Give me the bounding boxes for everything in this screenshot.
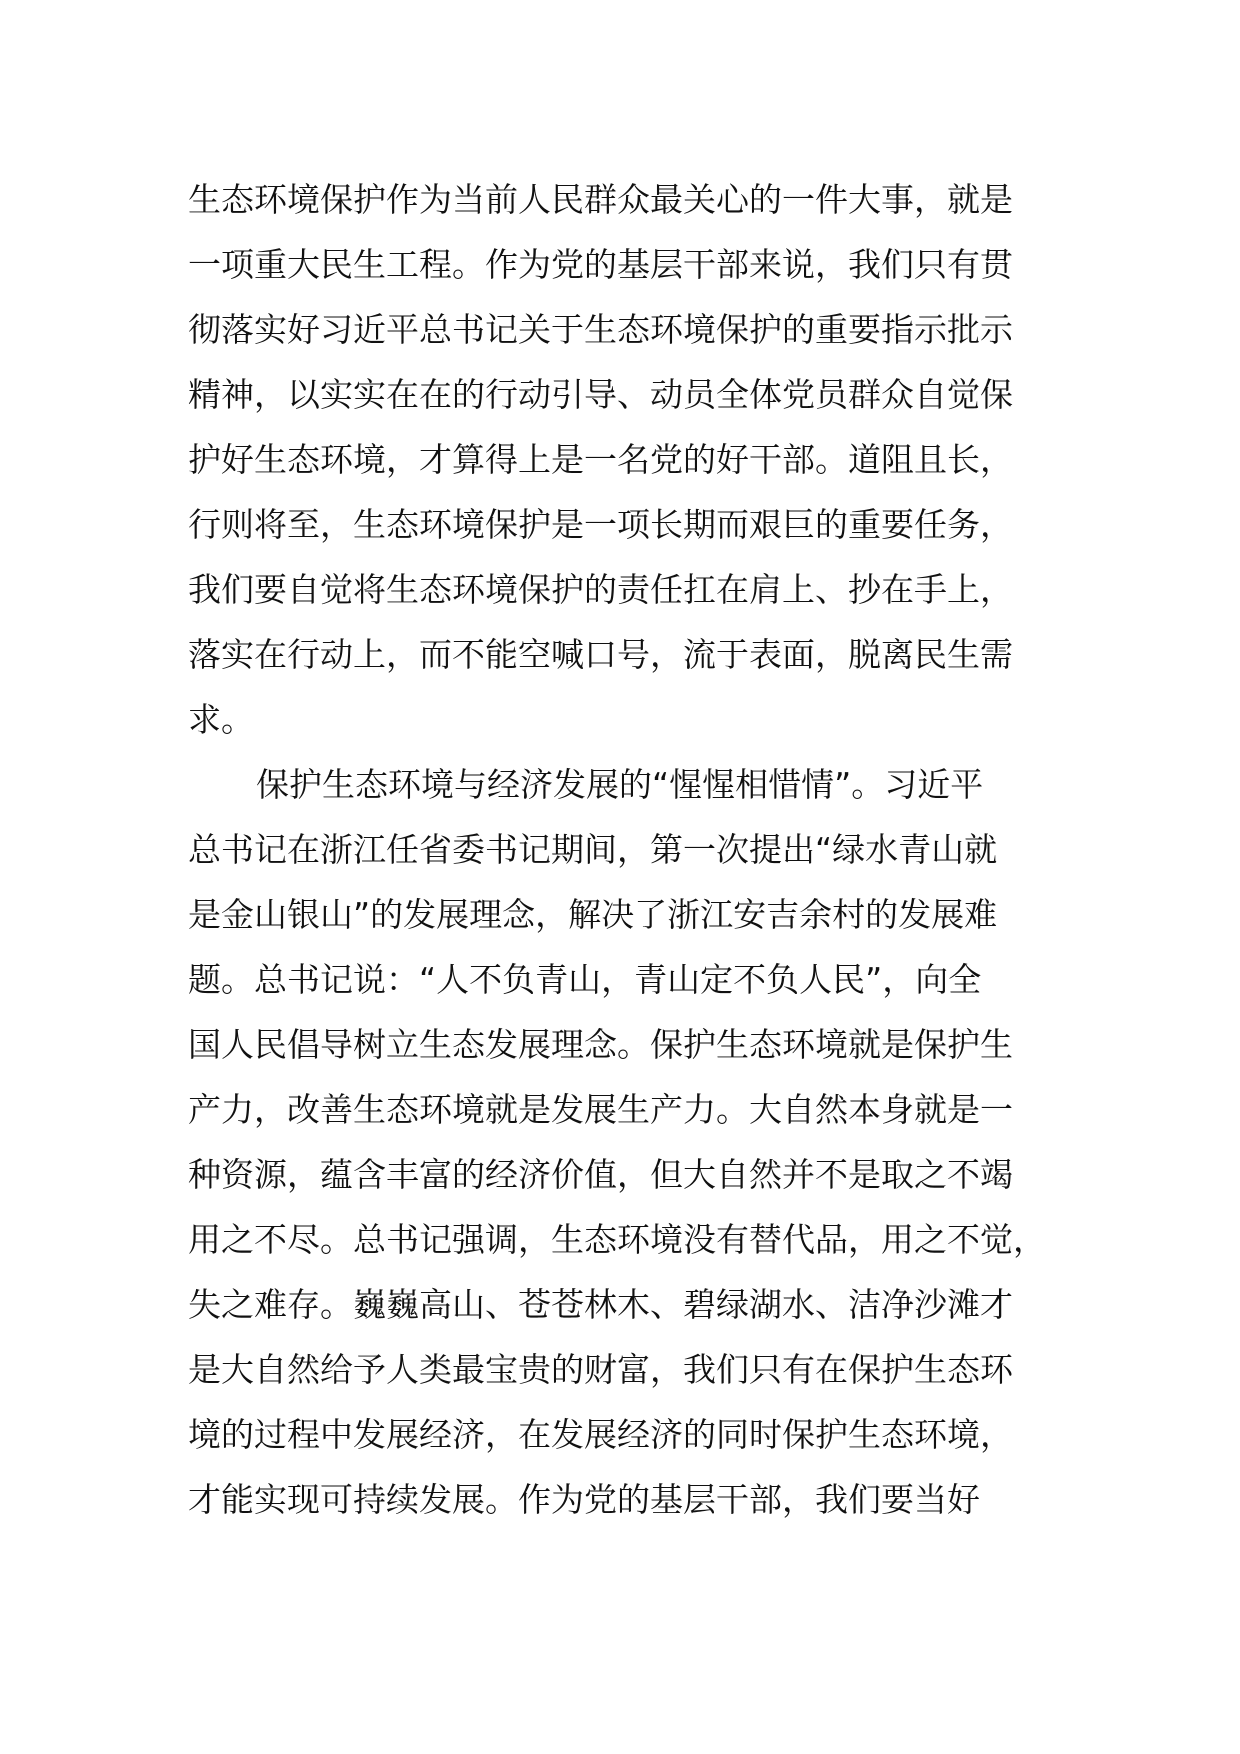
paragraph-1 bbox=[188, 167, 1068, 752]
text-line: 产力，改善生态环境就是发展生产力。大自然本身就是一 bbox=[188, 1090, 1013, 1129]
text-line: 是大自然给予人类最宝贵的财富，我们只有在保护生态环 bbox=[188, 1350, 1013, 1389]
paragraph-2 bbox=[188, 752, 1068, 1532]
text-line: 国人民倡导树立生态发展理念。保护生态环境就是保护生 bbox=[188, 1025, 1013, 1064]
text-line: 我们要自觉将生态环境保护的责任扛在肩上、抄在手上， bbox=[188, 570, 1013, 609]
text-line: 总书记在浙江任省委书记期间，第一次提出“绿水青山就 bbox=[188, 830, 998, 869]
text-line: 精神，以实实在在的行动引导、动员全体党员群众自觉保 bbox=[188, 375, 1013, 414]
text-line-first-indented: 保护生态环境与经济发展的“惺惺相惜情”。习近平 bbox=[256, 765, 984, 804]
text-line: 求。 bbox=[188, 700, 254, 739]
text-line: 才能实现可持续发展。作为党的基层干部，我们要当好 bbox=[188, 1480, 980, 1519]
text-line: 行则将至，生态环境保护是一项长期而艰巨的重要任务， bbox=[188, 505, 1013, 544]
text-line: 护好生态环境，才算得上是一名党的好干部。道阻且长， bbox=[188, 440, 1013, 479]
text-line: 是金山银山”的发展理念，解决了浙江安吉余村的发展难 bbox=[188, 895, 998, 934]
text-line: 题。总书记说：“人不负青山，青山定不负人民”，向全 bbox=[188, 960, 982, 999]
text-line: 种资源，蕴含丰富的经济价值，但大自然并不是取之不竭 bbox=[188, 1155, 1013, 1194]
text-line: 彻落实好习近平总书记关于生态环境保护的重要指示批示 bbox=[188, 310, 1013, 349]
text-line: 落实在行动上，而不能空喊口号，流于表面，脱离民生需 bbox=[188, 635, 1013, 674]
text-line: 用之不尽。总书记强调，生态环境没有替代品，用之不觉， bbox=[188, 1220, 1046, 1259]
text-line: 一项重大民生工程。作为党的基层干部来说，我们只有贯 bbox=[188, 245, 1013, 284]
text-line: 失之难存。巍巍高山、苍苍林木、碧绿湖水、洁净沙滩才 bbox=[188, 1285, 1013, 1324]
text-line: 境的过程中发展经济，在发展经济的同时保护生态环境， bbox=[188, 1415, 1013, 1454]
body-text bbox=[188, 167, 1068, 1532]
text-line: 生态环境保护作为当前人民群众最关心的一件大事，就是 bbox=[188, 180, 1013, 219]
